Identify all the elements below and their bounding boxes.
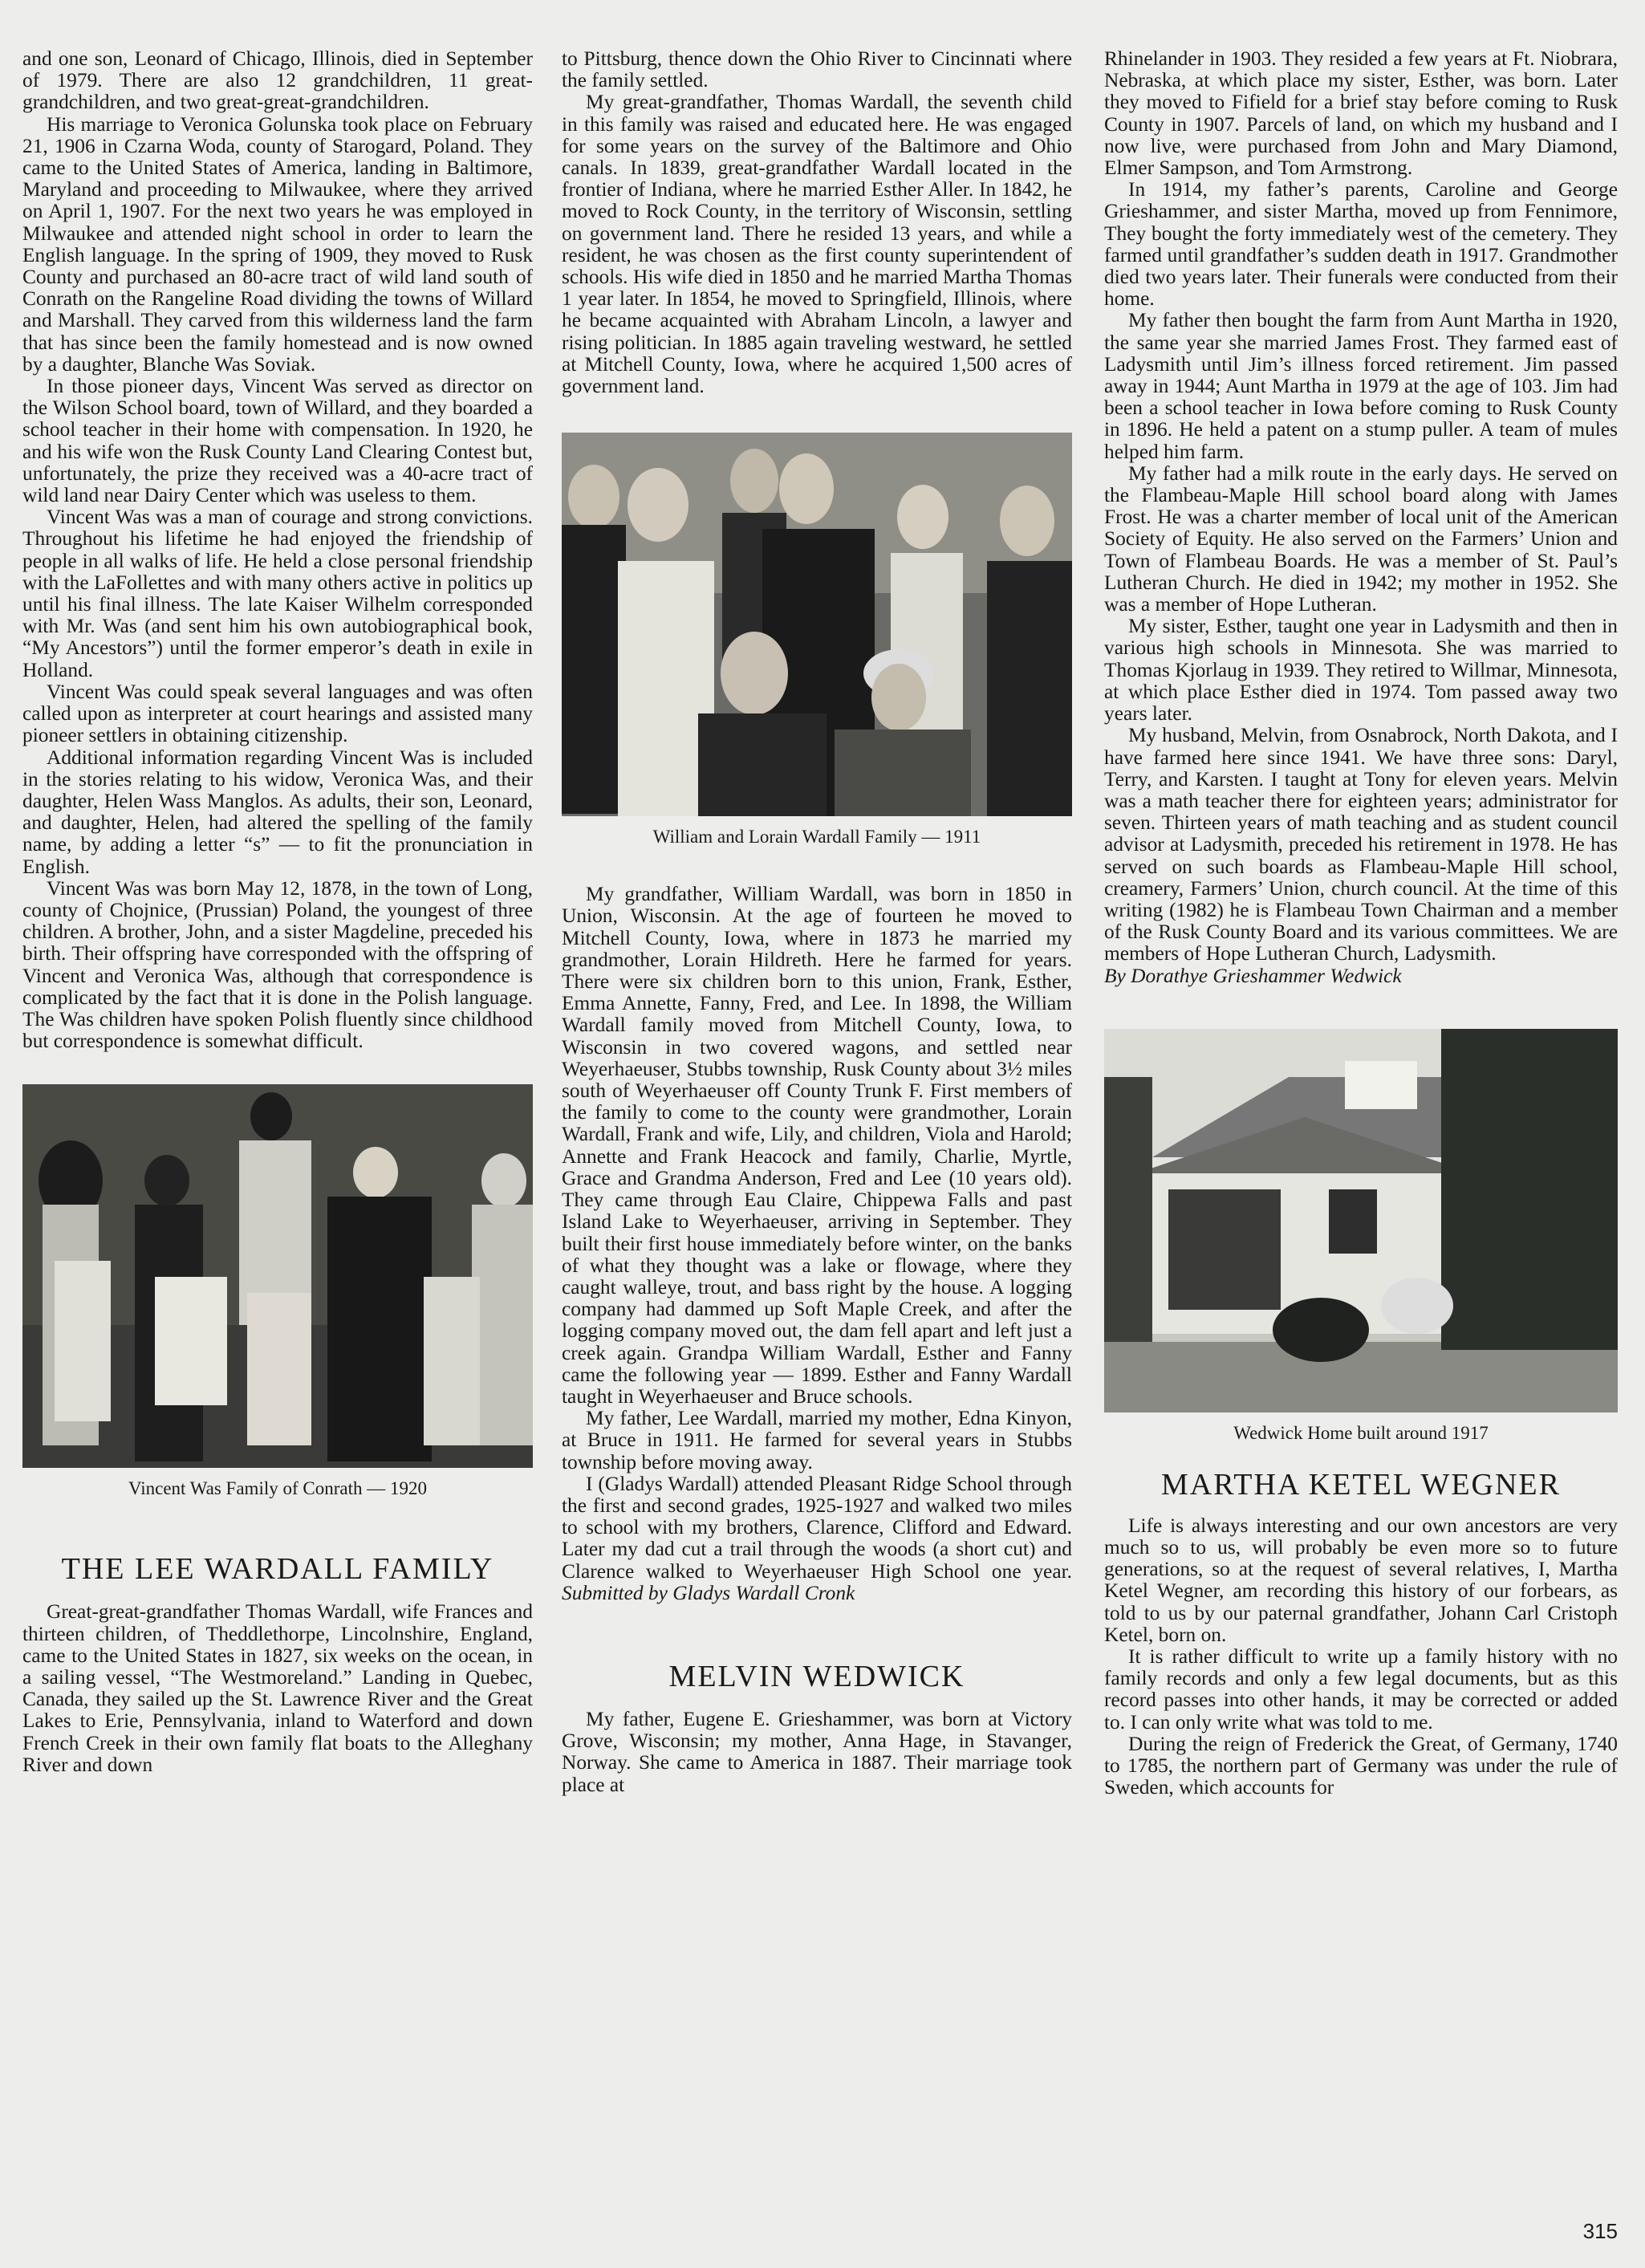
column-2 [562,48,1072,1796]
paragraph: My great-grandfather, Thomas Wardall, the seventh child in this family was raised and educated here. He was engaged for some years on the survey of the Baltimore and Ohio canals. In 1839, great-grandfather Wardall located in the frontier of Indiana, where he married Esther Aller. In 1842, he moved to Rock County, in the territory of Wisconsin, settling on government land. There he resided 13 years, and while a resident, he was chosen as the first county superintendent of schools. His wife died in 1850 and he married Martha Thomas 1 year later. In 1854, he moved to Springfield, Illinois, where he became acquainted with Abraham Lincoln, a lawyer and rising politician. In 1885 again traveling westward, he settled at Mitchell County, Iowa, where he acquired 1,500 acres of government land. [562,91,1072,398]
wedwick-story-continued [1104,48,1618,987]
paragraph: My father had a milk route in the early days. He served on the Flambeau-Maple Hill school board along with James Frost. He was a charter member of local unit of the American Society of Equity. He also served on the Farmers’ Union and Town of Flambeau Boards. He was a member of St. Paul’s Lutheran Church. He died in 1942; my mother in 1952. She was a member of Hope Lutheran. [1104,461,1618,616]
photo-caption: William and Lorain Wardall Family — 1911 [652,827,981,847]
melvin-wedwick-story [562,1709,1072,1796]
byline: Submitted by Gladys Wardall Cronk [562,1581,855,1604]
paragraph: My father, Eugene E. Grieshammer, was born at Victory Grove, Wisconsin; my mother, Anna Hage, in Stavanger, Norway. She came to America in 1887. Their marriage took place at [562,1707,1072,1796]
paragraph: During the reign of Frederick the Great, of Germany, 1740 to 1785, the northern part of Germany was under the rule of Sweden, which accounts for [1104,1732,1618,1799]
paragraph: In those pioneer days, Vincent Was served as director on the Wilson School board, town of Willard, and they boarded a school teacher in their home with compensation. In 1920, he and his wife won the Rusk County Land Clearing Contest but, unfortunately, the prize they received was a 40-acre tract of wild land near Dairy Center which was useless to them. [22,375,533,507]
paragraph: It is rather difficult to write up a family history with no family records and only a few legal documents, but as this record passes into other hands, it may be corrected or added to. I can only write what was told to me. [1104,1644,1618,1734]
photo-caption: Vincent Was Family of Conrath — 1920 [128,1478,427,1499]
paragraph: My father, Lee Wardall, married my mother, Edna Kinyon, at Bruce in 1911. He farmed for several years in Stubbs township before moving away. [562,1407,1072,1473]
vincent-was-story [22,48,533,1052]
wardall-story-continued [562,48,1072,397]
page-number: 315 [1582,2219,1618,2243]
gladys-paragraph-text: I (Gladys Wardall) attended Pleasant Ridge School through the first and second grades, 1925-1927 and walked two miles to school with my brothers, Clarence, Clifford and Edward. Later my dad cut a trail through the woods (a short cut) and Clarence walked to Weyerhaeuser High School one year. [562,1472,1072,1583]
wardall-family-photo [562,433,1072,816]
paragraph: Vincent Was was born May 12, 1878, in the town of Long, county of Chojnice, (Prussian) Poland, the youngest of three children. A brother, John, and a sister Magdeline, preceded his birth. Their offspring have corresponded with the offspring of Vincent and Veronica Was, although that correspondence is complicated by the fact that it is done in the Polish language. The Was children have spoken Polish fluently since childhood but correspondence is somewhat difficult. [22,876,533,1053]
paragraph: Vincent Was could speak several languages and was often called upon as interpreter at court hearings and assisted many pioneer settlers in obtaining citizenship. [22,680,533,747]
paragraph: My father then bought the farm from Aunt Martha in 1920, the same year she married James Frost. They farmed east of Ladysmith until Jim’s illness forced retirement. Jim passed away in 1944; Aunt Martha in 1979 at the age of 103. Jim had been a school teacher in Iowa before coming to Rusk County in 1896. He held a patent on a stump puller. A team of mules helped him farm. [1104,309,1618,463]
photo-caption: Wedwick Home built around 1917 [1233,1422,1489,1443]
paragraph: In 1914, my father’s parents, Caroline and George Grieshammer, and sister Martha, moved up from Fennimore, They bought the forty immediately west of the cemetery. They farmed until grandfather’s sudden death in 1917. Grandmother died two years later. Their funerals were conducted from their home. [1104,178,1618,311]
paragraph: My sister, Esther, taught one year in Ladysmith and then in various high schools in Minnesota. She was married to Thomas Kjorlaug in 1939. They retired to Willmar, Minnesota, at which place Esther died in 1974. Tom passed away two years later. [1104,615,1618,726]
paragraph: Rhinelander in 1903. They resided a few years at Ft. Niobrara, Nebraska, at which place my sister, Esther, was born. Later they moved to Fifield for a brief stay before coming to Rusk County in 1907. Parcels of land, on which my husband and I now live, were purchased from John and Mary Diamond, Elmer Sampson, and Tom Armstrong. [1104,47,1618,180]
byline: By Dorathye Grieshammer Wedwick [1104,964,1402,987]
vincent-was-family-photo [22,1084,533,1468]
wedwick-home-photo [1104,1029,1618,1412]
lee-wardall-story [22,1601,533,1776]
section-heading: MELVIN WEDWICK [668,1659,965,1693]
paragraph: My husband, Melvin, from Osnabrock, North Dakota, and I have farmed here since 1941. We have three sons: Daryl, Terry, and Karsten. I taught at Tony for eleven years. Melvin was a math teacher there for eighteen years; administrator for seven. Thirteen years of math teaching and as student council advisor at Ladysmith, preceded his retirement in 1978. He has served on such boards as Flambeau-Maple Hill school, creamery, Farmers’ Union, church council. At the time of this writing (1982) he is Flambeau Town Chairman and a member of the Rusk County Board and its various committees. We are members of Hope Lutheran Church, Ladysmith. [1104,724,1618,965]
paragraph: His marriage to Veronica Golunska took place on February 21, 1906 in Czarna Woda, county of Starogard, Poland. They came to the United States of America, landing in Baltimore, Maryland and proceeding to Milwaukee, where they arrived on April 1, 1907. For the next two years he was employed in Milwaukee and attended night school in order to learn the English language. In the spring of 1909, they moved to Rusk County and purchased an 80-acre tract of wild land south of Conrath on the Rangeline Road dividing the towns of Willard and Marshall. They carved from this wilderness land the farm that has since been the family homestead and is now owned by a daughter, Blanche Was Soviak. [22,112,533,376]
paragraph: and one son, Leonard of Chicago, Illinois, died in September of 1979. There are also 12 grandchildren, 11 great-grandchildren, and two great-great-grandchildren. [22,47,533,114]
column-3 [1104,48,1618,1799]
martha-ketel-wegner-story [1104,1515,1618,1799]
paragraph: Life is always interesting and our own ancestors are very much so to us, will probably be even more so to future generations, so at the request of several relatives, I, Martha Ketel Wegner, am recording this history of our forbears, as told to us by our paternal grandfather, Johann Carl Cristoph Ketel, born on. [1104,1514,1618,1646]
paragraph: Great-great-grandfather Thomas Wardall, wife Frances and thirteen children, of Theddlethorpe, Lincolnshire, England, came to the United States in 1827, six weeks on the ocean, in a sailing vessel, “The Westmoreland.” Landing in Quebec, Canada, they sailed up the St. Lawrence River and the Great Lakes to Erie, Pennsylvania, inland to Waterford and down French Creek in their own family flat boats to the Alleghany River and down [22,1600,533,1776]
section-heading: THE LEE WARDALL FAMILY [61,1552,494,1587]
paragraph: Vincent Was was a man of courage and strong convictions. Throughout his lifetime he had enjoyed the friendship of people in all walks of life. He held a close personal friendship with the LaFollettes and with many others active in politics up until his final illness. The late Kaiser Wilhelm corresponded with Mr. Was (and sent him his own autobiographical book, “My Ancestors”) until the former emperor’s death in exile in Holland. [22,506,533,681]
paragraph: My grandfather, William Wardall, was born in 1850 in Union, Wisconsin. At the age of fourteen he moved to Mitchell County, Iowa, where in 1873 he married my grandmother, Lorain Hildreth. Here he farmed for years. There were six children born to this union, Frank, Esther, Emma Annette, Fanny, Fred, and Lee. In 1898, the William Wardall family moved from Mitchell County, Iowa, to Wisconsin in two covered wagons, and settled near Weyerhaeuser, Stubbs township, Rusk County about 3½ miles south of Weyerhaeuser off County Trunk F. First members of the family to come to the county were grandmother, Lorain Wardall, Frank and wife, Lily, and children, Viola and Harold; Annette and Frank Heacock and family, Charlie, Myrtle, Grace and Grandma Anderson, Fred and Lee (10 years old). They came through Eau Claire, Chippewa Falls and past Island Lake to Weyerhaeuser, arriving in September. They built their first house immediately before winter, on the banks of what they thought was a lake or flowage, where they caught walleye, trout, and bass right by the house. A logging company had dammed up Soft Maple Creek, and after the logging company moved out, the dam fell apart and left just a creek again. Grandpa William Wardall, Esther and Fanny came the following year — 1899. Esther and Fanny Wardall taught in Weyerhaeuser and Bruce schools. [562,883,1072,1408]
paragraph [562,1473,1072,1604]
column-1 [22,48,533,1776]
william-wardall-story [562,884,1072,1604]
paragraph: Additional information regarding Vincent Was is included in the stories relating to his widow, Veronica Was, and their daughter, Helen Wass Manglos. As adults, their son, Leonard, and daughter, Helen, had altered the spelling of the family name, by adding a letter “s” — to fit the pronunciation in English. [22,746,533,878]
section-heading: MARTHA KETEL WEGNER [1160,1467,1561,1502]
paragraph: to Pittsburg, thence down the Ohio River to Cincinnati where the family settled. [562,47,1072,92]
